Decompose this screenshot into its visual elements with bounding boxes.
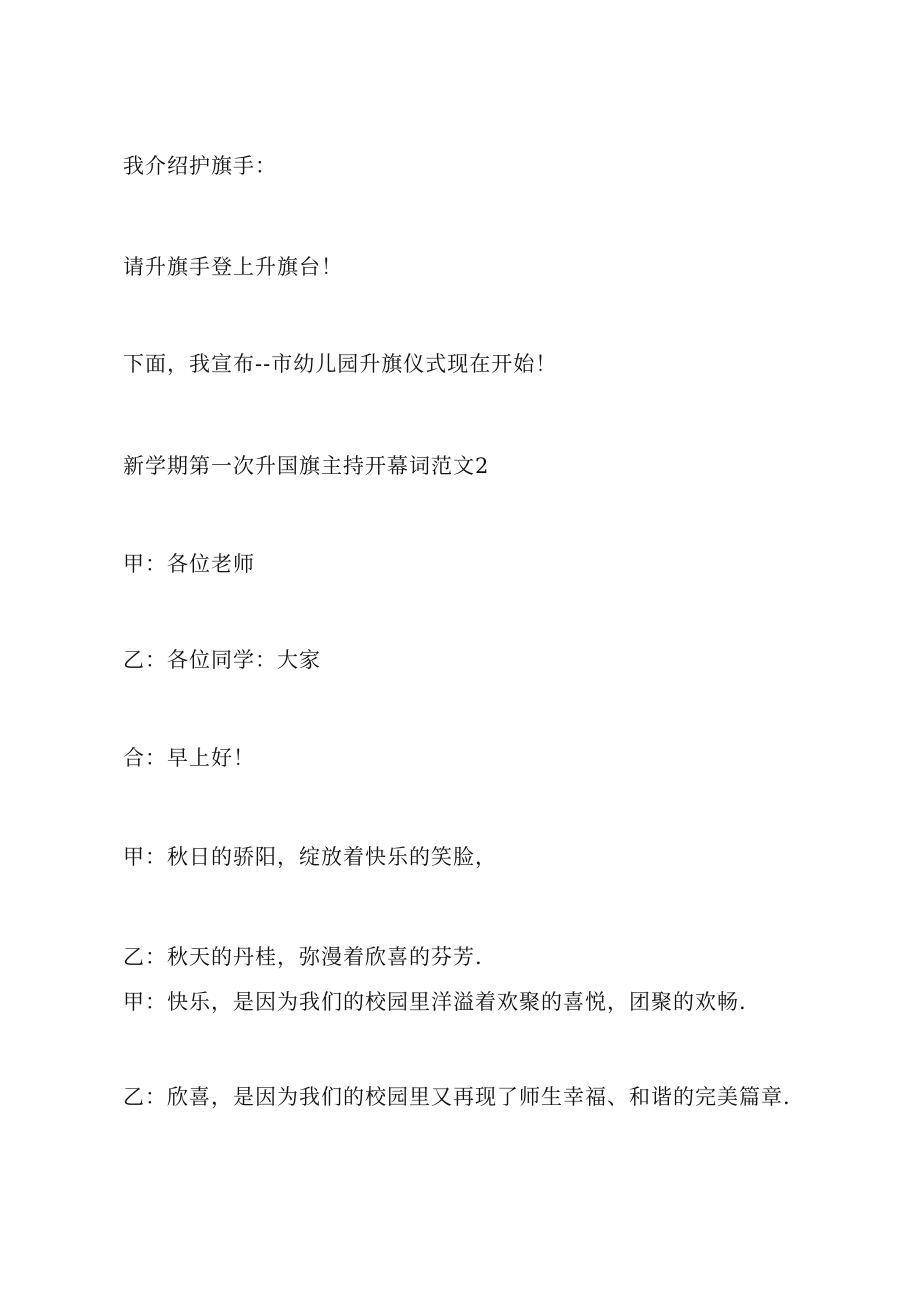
text-line-jia-teachers: 甲：各位老师 <box>123 552 255 576</box>
text-line-yi-students: 乙：各位同学：大家 <box>123 648 321 672</box>
text-line-yi-osmanthus: 乙：秋天的丹桂，弥漫着欣喜的芬芳. <box>123 945 483 969</box>
text-line-jia-joy: 甲：快乐，是因为我们的校园里洋溢着欢聚的喜悦，团聚的欢畅. <box>123 990 747 1014</box>
text-line-together-greeting: 合：早上好！ <box>123 746 255 770</box>
section-title: 新学期第一次升国旗主持开幕词范文2 <box>123 454 490 478</box>
text-line-intro-guards: 我介绍护旗手： <box>123 154 277 178</box>
text-line-jia-autumn-sun: 甲：秋日的骄阳，绽放着快乐的笑脸， <box>123 845 497 869</box>
text-line-flag-raiser: 请升旗手登上升旗台！ <box>123 255 343 279</box>
text-line-ceremony-start: 下面，我宣布--市幼儿园升旗仪式现在开始！ <box>123 352 558 376</box>
text-line-yi-delight: 乙：欣喜，是因为我们的校园里又再现了师生幸福、和谐的完美篇章. <box>123 1085 791 1109</box>
